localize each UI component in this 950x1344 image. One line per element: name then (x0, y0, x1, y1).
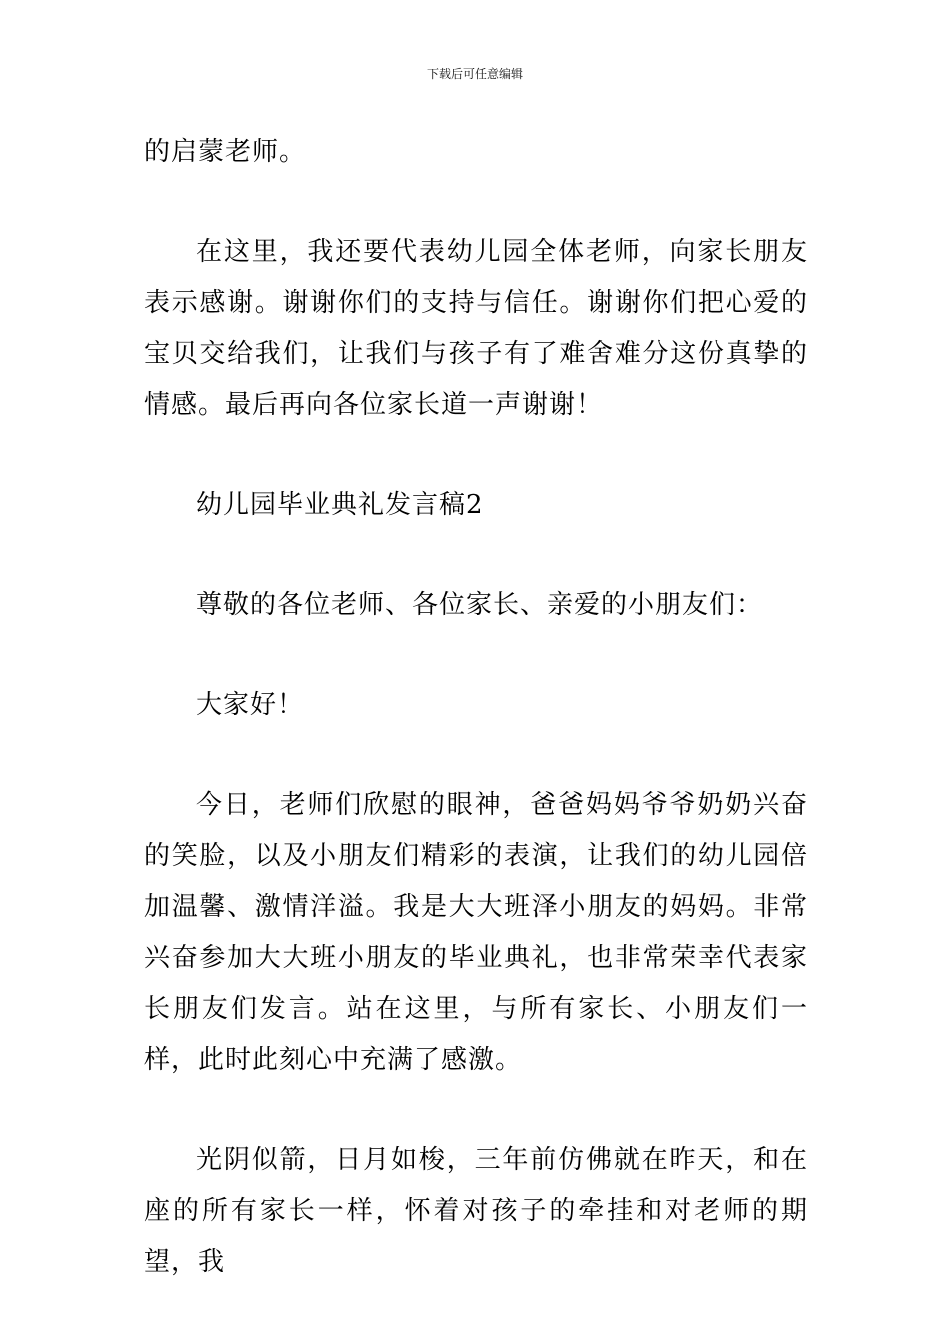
paragraph-today: 今日，老师们欣慰的眼神，爸爸妈妈爷爷奶奶兴奋的笑脸，以及小朋友们精彩的表演，让我们的幼儿园倍加温馨、激情洋溢。我是大大班泽小朋友的妈妈。非常兴奋参加大大班小朋友的毕业典礼，也非常荣幸代表家长朋友们发言。站在这里，与所有家长、小朋友们一样，此时此刻心中充满了感激。 (144, 790, 808, 1075)
paragraph-gap (144, 631, 808, 680)
paragraph-gap (144, 431, 808, 480)
paragraph-salutation: 尊敬的各位老师、各位家长、亲爱的小朋友们： (196, 590, 764, 620)
paragraph-gap (144, 531, 808, 580)
section-title: 幼儿园毕业典礼发言稿2 (196, 490, 484, 520)
paragraph-gap (144, 178, 808, 227)
paragraph-gap (144, 731, 808, 780)
paragraph-gap (144, 1086, 808, 1135)
paragraph-thanks: 在这里，我还要代表幼儿园全体老师，向家长朋友表示感谢。谢谢你们的支持与信任。谢谢你们把心爱的宝贝交给我们，让我们与孩子有了难舍难分这份真挚的情感。最后再向各位家长道一声谢谢！ (144, 237, 808, 420)
paragraph-greeting: 大家好！ (196, 690, 305, 720)
document-body (144, 127, 808, 1288)
paragraph-time-flies: 光阴似箭，日月如梭，三年前仿佛就在昨天，和在座的所有家长一样，怀着对孩子的牵挂和对老师的期望，我 (144, 1145, 808, 1277)
paragraph-continuation: 的启蒙老师。 (144, 137, 307, 167)
page-header-note: 下载后可任意编辑 (426, 67, 523, 81)
